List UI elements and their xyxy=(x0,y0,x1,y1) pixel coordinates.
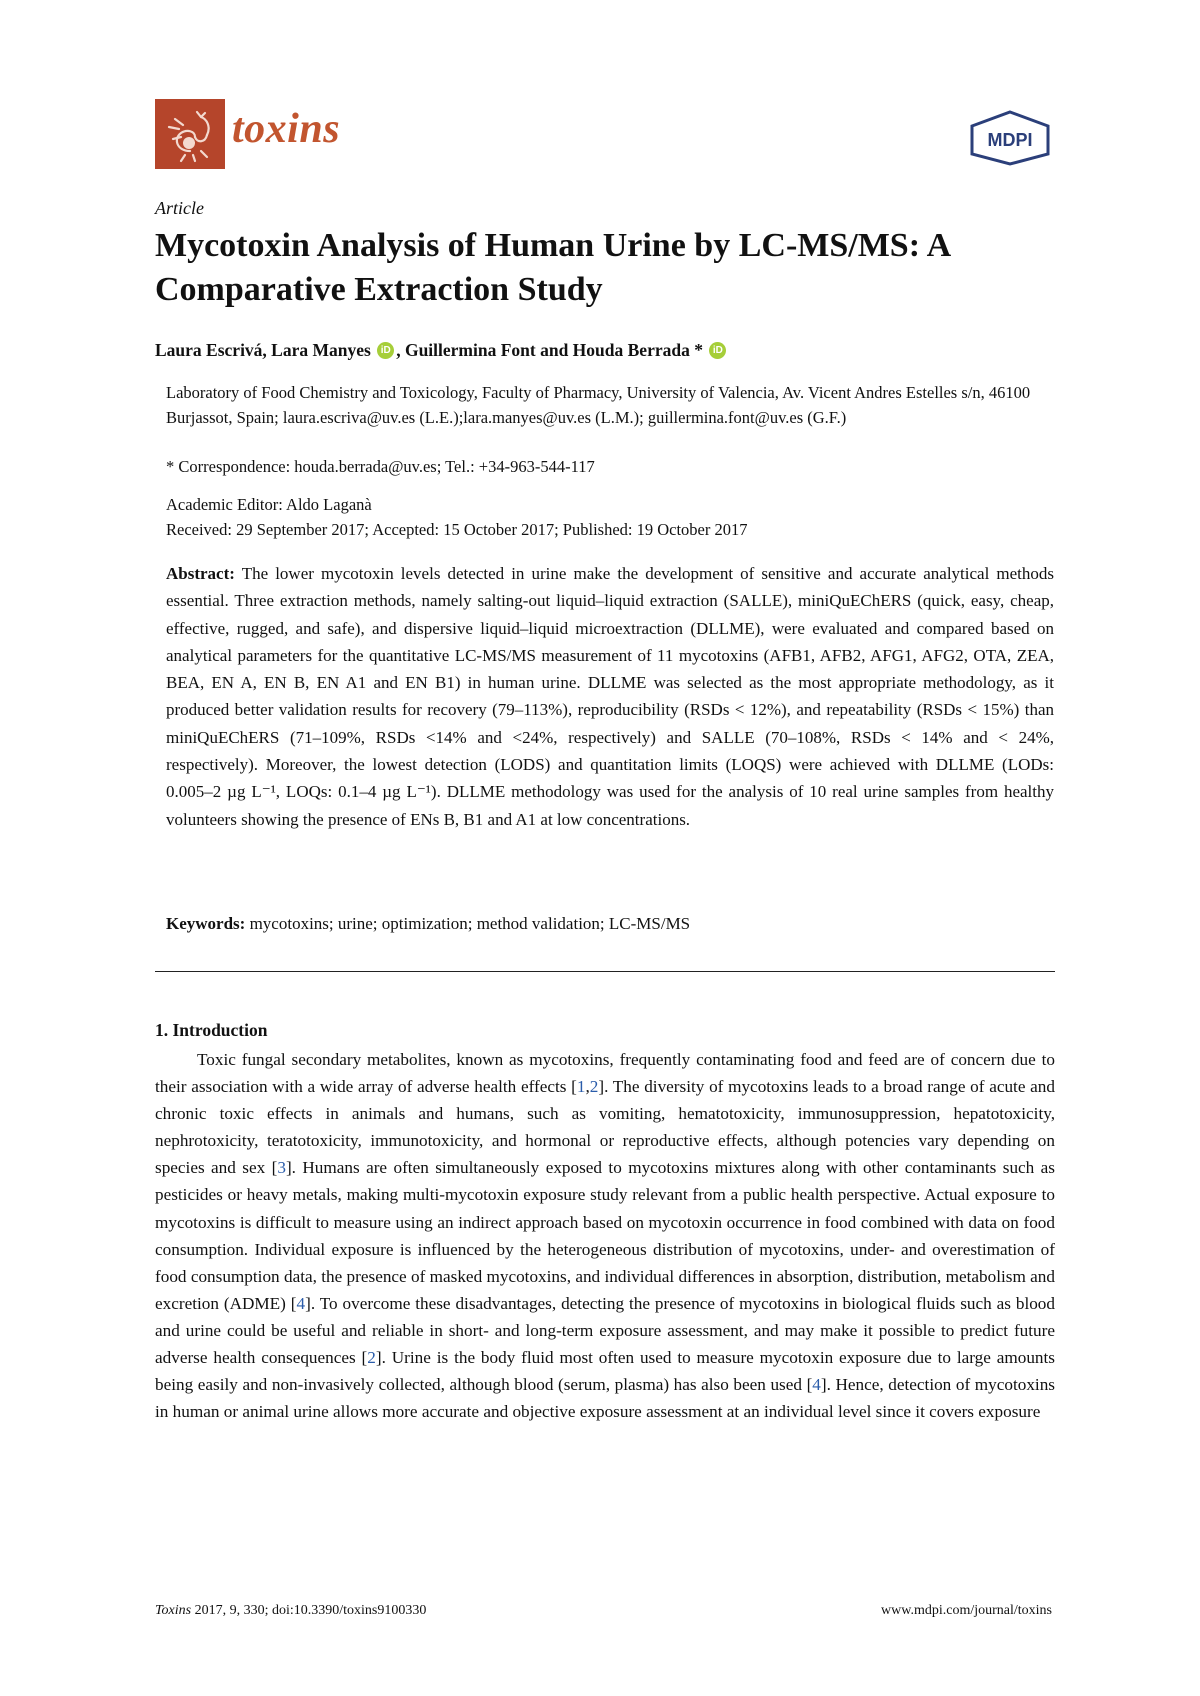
author-list xyxy=(155,340,728,361)
authors-part-2: , Guillermina Font and Houda Berrada * xyxy=(396,340,703,360)
introduction-text: ]. The diversity of mycotoxins leads to a broad range of acute and chronic toxic effects in animals and humans, such as vomiting, hematotoxicity, immunosuppression, hepatotoxicity, nephrotoxicity, teratotoxicity, immunotoxicity, and hormonal or reproductive effects, although potencies vary depending on species and sex [ xyxy=(155,1077,1055,1178)
section-heading-introduction: 1. Introduction xyxy=(155,1020,268,1040)
academic-editor: Academic Editor: Aldo Laganà xyxy=(166,495,372,514)
authors-part-1: Laura Escrivá, Lara Manyes xyxy=(155,340,371,360)
reference-link[interactable]: 2 xyxy=(367,1348,376,1368)
article-type: Article xyxy=(155,198,204,218)
introduction-text: ]. To overcome these disadvantages, detecting the presence of mycotoxins in biological fluids such as blood and urine could be useful and reliable in short- and long-term exposure assessment, and may make it possible to predict future adverse health consequences [ xyxy=(155,1293,1055,1368)
footer-journal: Toxins xyxy=(155,1603,192,1618)
correspondence: * Correspondence: houda.berrada@uv.es; Tel.: +34-963-544-117 xyxy=(166,457,595,476)
journal-logo xyxy=(155,99,225,169)
reference-link[interactable]: 2 xyxy=(589,1077,599,1097)
svg-text:MDPI: MDPI xyxy=(987,130,1033,150)
reference-link[interactable]: 3 xyxy=(277,1158,286,1178)
abstract xyxy=(166,560,1054,833)
affiliation: Laboratory of Food Chemistry and Toxicology, Faculty of Pharmacy, University of Valencia, Av. Vicent Andres Estelles s/n, 46100 Burjassot, Spain; laura.escriva@uv.es (L.E.);lara.manyes@uv.es (L.M.); guillermina.font@uv.es (G.F.) xyxy=(166,383,1031,427)
mdpi-logo xyxy=(968,110,1052,166)
orcid-icon[interactable]: iD xyxy=(377,342,394,359)
reference-link[interactable]: 1 xyxy=(576,1077,586,1097)
introduction-text: ]. Humans are often simultaneously exposed to mycotoxins mixtures along with other contaminants such as pesticides or heavy metals, making multi-mycotoxin exposure study relevant from a public health perspective. Actual exposure to mycotoxins is difficult to measure using an indirect approach based on mycotoxin occurrence in food combined with data on food consumption. Individual exposure is influenced by the heterogeneous distribution of mycotoxins, under- and overestimation of food consumption data, the presence of masked mycotoxins, and individual differences in absorption, distribution, metabolism and excretion (ADME) [ xyxy=(155,1158,1055,1313)
keywords-text: mycotoxins; urine; optimization; method validation; LC-MS/MS xyxy=(249,914,691,933)
publication-dates: Received: 29 September 2017; Accepted: 15 October 2017; Published: 19 October 2017 xyxy=(166,520,748,539)
footer-citation xyxy=(155,1603,426,1619)
paper-title: Mycotoxin Analysis of Human Urine by LC-MS/MS: A Comparative Extraction Study xyxy=(155,227,950,308)
introduction-text: Toxic fungal secondary metabolites, known as mycotoxins, frequently contaminating food and feed are of concern due to their association with a wide array of adverse health effects [ xyxy=(155,1050,1055,1097)
orcid-icon[interactable]: iD xyxy=(709,342,726,359)
keywords xyxy=(166,914,1054,934)
introduction-paragraph xyxy=(155,1046,1055,1425)
abstract-label: Abstract: xyxy=(166,564,235,583)
introduction-text: ]. Urine is the body fluid most often used to measure mycotoxin exposure due to large amounts being easily and non-invasively collected, although blood (serum, plasma) has also been used [ xyxy=(155,1348,1055,1395)
introduction-text: , xyxy=(585,1077,590,1097)
reference-link[interactable]: 4 xyxy=(296,1293,306,1313)
reference-link[interactable]: 4 xyxy=(812,1375,821,1395)
abstract-text: The lower mycotoxin levels detected in urine make the development of sensitive and accurate analytical methods essential. Three extraction methods, namely salting-out liquid–liquid extraction (SALLE), miniQuEChERS (quick, easy, cheap, effective, rugged, and safe), and dispersive liquid–liquid microextraction (DLLME), were evaluated and compared based on analytical parameters for the quantitative LC-MS/MS measurement of 11 mycotoxins (AFB1, AFB2, AFG1, AFG2, OTA, ZEA, BEA, EN A, EN B, EN A1 and EN B1) in human urine. DLLME was selected as the most appropriate methodology, as it produced better validation results for recovery (79–113%), reproducibility (RSDs < 12%), and repeatability (RSDs < 15%) than miniQuEChERS (71–109%, RSDs <14% and <24%, respectively) and SALLE (70–108%, RSDs < 14% and < 24%, respectively). Moreover, the lowest detection (LODS) and quantitation limits (LOQS) were achieved with DLLME (LODs: 0.005–2 µg L⁻¹, LOQs: 0.1–4 µg L⁻¹). DLLME methodology was used for the analysis of 10 real urine samples from healthy volunteers showing the presence of ENs B, B1 and A1 at low concentrations. xyxy=(166,564,1054,829)
footer-citation-details: 2017, 9, 330; doi:10.3390/toxins9100330 xyxy=(191,1603,427,1618)
footer-url[interactable]: www.mdpi.com/journal/toxins xyxy=(881,1603,1052,1618)
keywords-label: Keywords: xyxy=(166,914,246,933)
journal-name: toxins xyxy=(232,106,341,152)
mdpi-logo-icon xyxy=(968,110,1052,166)
introduction-text: ]. Hence, detection of mycotoxins in human or animal urine allows more accurate and objective exposure assessment at an individual level since it covers exposure xyxy=(155,1375,1055,1422)
section-divider xyxy=(155,971,1055,972)
toxins-scorpion-logo-icon xyxy=(155,99,225,169)
